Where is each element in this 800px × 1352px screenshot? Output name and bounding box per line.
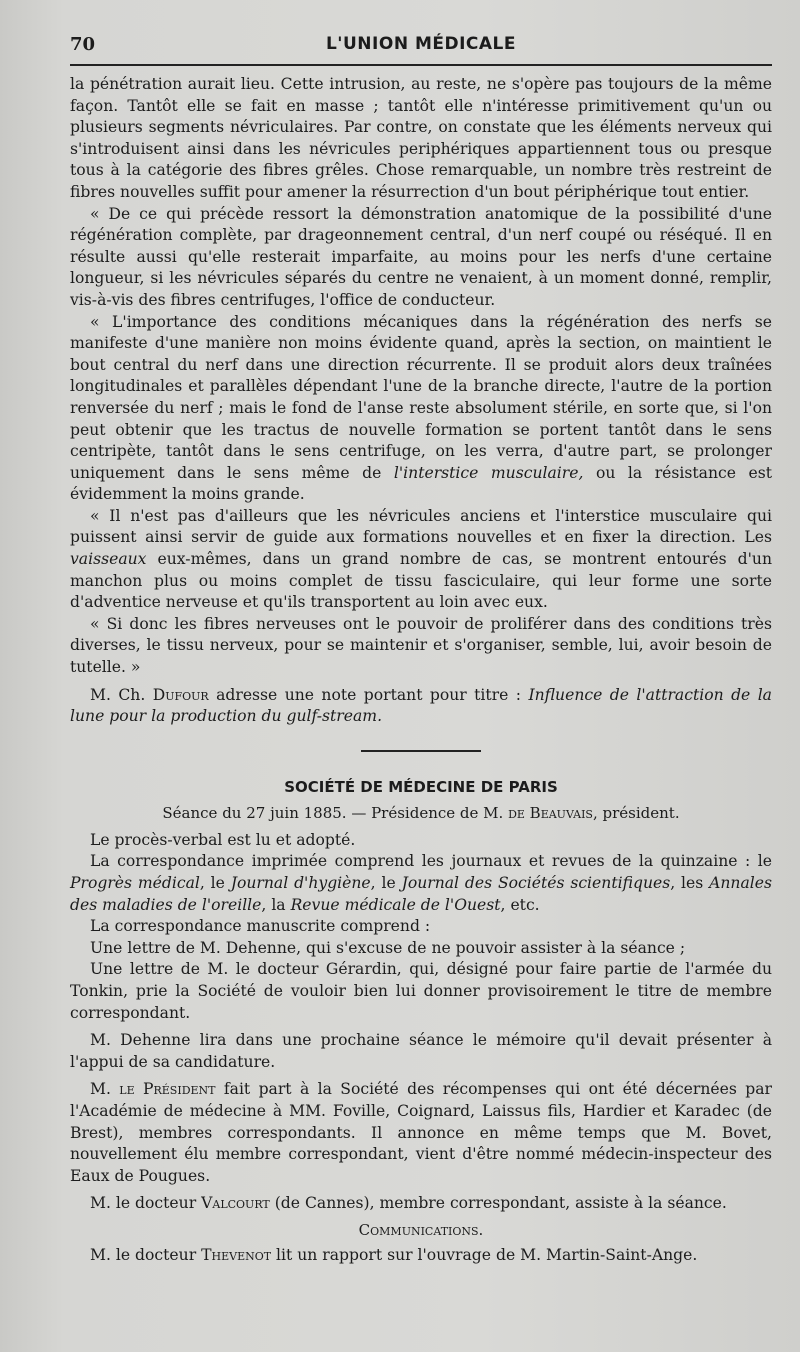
thevenot-report: M. le docteur Thevenot lit un rapport sur l'ouvrage de M. Martin-Saint-Ange. (90, 1245, 698, 1264)
paragraph-1: la pénétration aurait lieu. Cette intrusion, au reste, ne s'opère pas toujours de la même façon. Tantôt elle se fait en masse ; tantôt elle n'intéresse primitivement qu'un ou plusieurs segments névriculaires. Par contre, on constate que les éléments nerveux qui s'introduisent ainsi dans les névricules periphériques appartiennent tous ou presque tous à la catégorie des fibres grêles. Chose remarquable, un nombre très restreint de fibres nouvelles suffit pour amener la résurrection d'un bout périphérique tout entier. (70, 75, 772, 201)
communications-heading: Communications. (358, 1220, 484, 1239)
minutes-adopted: Le procès-verbal est lu et adopté. (90, 830, 356, 849)
interstice-italic: l'interstice musculaire, (393, 463, 584, 482)
president-announcement: M. le Président fait part à la Société des récompenses qui ont été décernées par l'Académie de médecine à MM. Foville, Coignard, Laissus fils, Hardier et Karadec (de Brest), membres correspondants. Il annonce en même temps que M. Bovet, nouvellement élu membre correspondant, vient d'être nommé médecin-inspecteur des Eaux de Pougues. (70, 1080, 772, 1185)
manuscript-correspondence: La correspondance manuscrite comprend : (90, 917, 431, 936)
printed-correspondence: La correspondance imprimée comprend les journaux et revues de la quinzaine : le Progrès médical, le Journal d'hygiène, le Journal des Sociétés scientifiques, les Annales des maladies de l'oreille, la Revue médicale de l'Ouest, etc. (70, 852, 772, 914)
section-divider (361, 750, 481, 752)
letter-dehenne: Une lettre de M. Dehenne, qui s'excuse de ne pouvoir assister à la séance ; (90, 938, 686, 957)
session-line: Séance du 27 juin 1885. — Présidence de M. de Beauvais, président. (162, 803, 680, 822)
dufour-title: Influence de l'attraction de la lune pour la production du gulf-stream. (70, 685, 772, 726)
dufour-note: M. Ch. Dufour adresse une note portant pour titre : Influence de l'attraction de la lune pour la production du gulf-stream. (70, 685, 772, 726)
page-number: 70 (70, 34, 96, 55)
page-header (70, 30, 772, 64)
paragraph-5: « Si donc les fibres nerveuses ont le pouvoir de proliférer dans des conditions très diverses, le tissu nerveux, pour se maintenir et s'organiser, semble, lui, avoir besoin de tutelle. » (70, 614, 772, 677)
dufour-name: Dufour (152, 685, 209, 704)
paragraph-4: « Il n'est pas d'ailleurs que les névricules anciens et l'interstice musculaire qui puissent ainsi servir de guide aux formations nouvelles et en fixer la direction. Les vaisseaux eux-mêmes, dans un grand nombre de cas, se montrent entourés d'un manchon plus ou moins complet de tissu fasciculaire, qui leur forme une sorte d'adventice nerveuse et qu'ils transportent au loin avec eux. (70, 506, 772, 612)
society-title: SOCIÉTÉ DE MÉDECINE DE PARIS (284, 777, 558, 796)
running-head: L'UNION MÉDICALE (325, 34, 517, 54)
header-rule (70, 64, 772, 66)
president-name: de Beauvais (508, 803, 593, 822)
paragraph-2: « De ce qui précède ressort la démonstration anatomique de la possibilité d'une régénération complète, par drageonnement central, d'un nerf coupé ou réséqué. Il en résulte aussi qu'elle resterait imparfaite, au moins pour les nerfs d'une certaine longueur, si les névricules séparés du centre ne venaient, à un moment donné, remplir, vis-à-vis des fibres centrifuges, l'office de conducteur. (70, 204, 772, 309)
vaisseaux-italic: vaisseaux (70, 550, 147, 569)
dehenne-memoir: M. Dehenne lira dans une prochaine séance le mémoire qu'il devait présenter à l'appui de sa candidature. (70, 1031, 772, 1071)
valcourt-attendance: M. le docteur Valcourt (de Cannes), membre correspondant, assiste à la séance. (90, 1194, 727, 1213)
paragraph-3: « L'importance des conditions mécaniques dans la régénération des nerfs se manifeste d'une manière non moins évidente quand, après la section, on maintient le bout central du nerf dans une direction récurrente. Il se produit alors deux traînées longitudinales et parallèles dépendant l'une de la branche directe, l'autre de la portion renversée du nerf ; mais le fond de l'anse reste absolument stérile, en sorte que, si l'on peut obtenir que les tractus de nouvelle formation se portent tantôt dans le sens centripète, tantôt dans le sens centrifuge, on les verra, d'autre part, se prolonger uniquement dans le sens même de l'interstice musculaire, ou la résistance est évidemment la moins grande. (70, 312, 772, 504)
letter-gerardin: Une lettre de M. le docteur Gérardin, qui, désigné pour faire partie de l'armée du Tonkin, prie la Société de vouloir bien lui donner provisoirement le titre de membre correspondant. (70, 960, 772, 1022)
